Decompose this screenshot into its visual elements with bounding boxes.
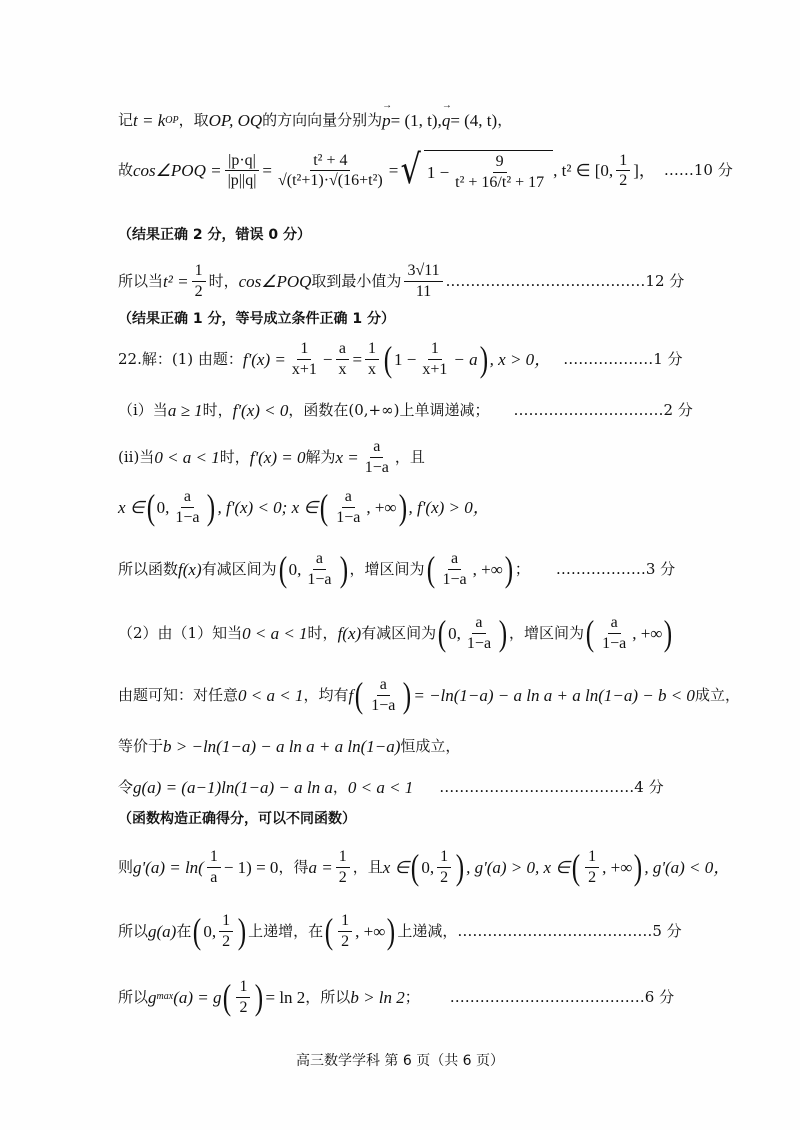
- math: cos∠POQ =: [133, 161, 222, 181]
- math: OP, OQ: [208, 111, 263, 130]
- fraction: $\frac{1}{2}$: [192, 262, 206, 300]
- score: …………………………………6 分: [449, 987, 675, 1006]
- line-12: 令 g(a) = (a−1)ln(1−a) − a ln a ， 0 < a < 1 …………………………………4 分: [118, 778, 664, 797]
- line-8: 所以函数 f(x) 有减区间为 ( 0, $\frac{a}{1-a}$ ) ，增区间为 ( $\frac{a}{1-a}$ , +∞ ) ； ………………3 分: [118, 549, 676, 590]
- vector-q: → q: [442, 112, 451, 129]
- text: 时，: [208, 271, 239, 290]
- line-4: 22.解：(1) 由题： f'(x) = $\frac{1}{x+1}$ − $\frac{a}{x}$ = $\frac{1}{x}$ ( 1 − $\frac{1}{x+1}$ − a ) , x > 0， ………………1 分: [118, 339, 683, 380]
- text: ，取: [178, 111, 209, 129]
- score: …………………………………4 分: [439, 778, 664, 796]
- score: ……10 分: [663, 161, 733, 180]
- score: …………………………………5 分: [457, 921, 682, 940]
- score: …………………………………12 分: [450, 271, 685, 290]
- score: ………………3 分: [555, 559, 676, 578]
- line-14: 所以 g(a) 在 ( 0, $\frac{1}{2}$ ) 上递增，在 ( $\frac{1}{2}$ , +∞ ) 上递减， …………………………………5 分: [118, 911, 682, 952]
- fraction: $\frac{3√11}{11}$: [404, 262, 442, 300]
- line-1: [118, 112, 512, 129]
- line-15: 所以 g max (a) = g ( $\frac{1}{2}$ ) = ln 2 ，所以 b > ln 2 ； …………………………………6 分: [118, 977, 675, 1018]
- math: t = k: [133, 111, 166, 130]
- line-13: 则 g'(a) = ln( $\frac{1}{a}$ − 1) = 0 ，得 a = $\frac{1}{2}$ ，且 x ∈ ( 0, $\frac{1}{2}$ ) , g'(a) > 0, x ∈ ( $\frac{1}{2}$ , +∞ ) , g'(a) < 0，: [118, 847, 731, 888]
- vector-p: → p: [382, 112, 391, 129]
- text: .: [445, 271, 451, 290]
- line-3: [118, 262, 684, 300]
- math: , t² ∈ [0,: [553, 161, 614, 181]
- math: = (1, t),: [390, 111, 442, 130]
- text: 的方向向量分别为: [262, 111, 383, 129]
- math: =: [262, 161, 272, 181]
- line-2: [118, 147, 733, 193]
- fraction: $\frac{|p\cdot q|}{|p||q|}$: [225, 152, 260, 190]
- line-10: 由题可知：对任意 0 < a < 1 ，均有 f ( $\frac{a}{1-a}$ ) = −ln(1−a) − a ln a + a ln(1−a) − b < 0 成立，: [118, 675, 740, 716]
- text: 所以当: [118, 271, 164, 290]
- fraction: $\frac{1}{2}$: [616, 152, 630, 190]
- text: 取到最小值为: [311, 271, 402, 290]
- score: …………………………2 分: [513, 401, 693, 419]
- math: ]，: [633, 161, 656, 181]
- fraction: $\frac{\text{t² + 4}}{\text{√(t²+1)·√(16+t²)}}$: [277, 151, 383, 190]
- page-footer: 高三数学学科 第 6 页（共 6 页）: [295, 1053, 505, 1069]
- math: t² =: [163, 271, 189, 291]
- text: ，: [497, 111, 513, 129]
- note-3: （函数构造正确得分，可以不同函数）: [118, 811, 356, 827]
- note-1: （结果正确 2 分，错误 0 分）: [118, 227, 311, 243]
- text: 记: [118, 111, 134, 129]
- score: ………………1 分: [563, 349, 683, 368]
- math: =: [388, 161, 399, 181]
- line-11: 等价于 b > −ln(1−a) − a ln a + a ln(1−a) 恒成立，: [118, 737, 461, 756]
- text: 故: [118, 161, 134, 180]
- note-2: （结果正确 1 分，等号成立条件正确 1 分）: [118, 311, 395, 327]
- sqrt: √ 1 − $\frac{9}{\text{t² + 16/t² + 17}}$: [398, 150, 553, 191]
- math: cos∠POQ: [238, 271, 312, 291]
- line-9: （2）由（1）知当 0 < a < 1 时， f(x) 有减区间为 ( 0, $\frac{a}{1-a}$ ) ，增区间为 ( $\frac{a}{1-a}$ , +∞ ): [118, 613, 673, 654]
- math: = (4, t): [450, 111, 498, 130]
- line-6: (ii)当 0 < a < 1 时， f'(x) = 0 解为 x = $\frac{a}{1-a}$ ，且: [118, 438, 425, 476]
- text: 22.解：(1) 由题：: [118, 349, 243, 368]
- line-7: x ∈ ( 0, $\frac{a}{1-a}$ ) , f'(x) < 0; x ∈ ( $\frac{a}{1-a}$ , +∞ ) , f'(x) > 0，: [118, 487, 490, 528]
- math: f'(x) =: [242, 349, 286, 369]
- math-sub: OP: [165, 114, 179, 126]
- line-5: （i）当 a ≥ 1 时， f'(x) < 0 ，函数在(0,+∞)上单调递减； …………………………2 分: [118, 401, 693, 420]
